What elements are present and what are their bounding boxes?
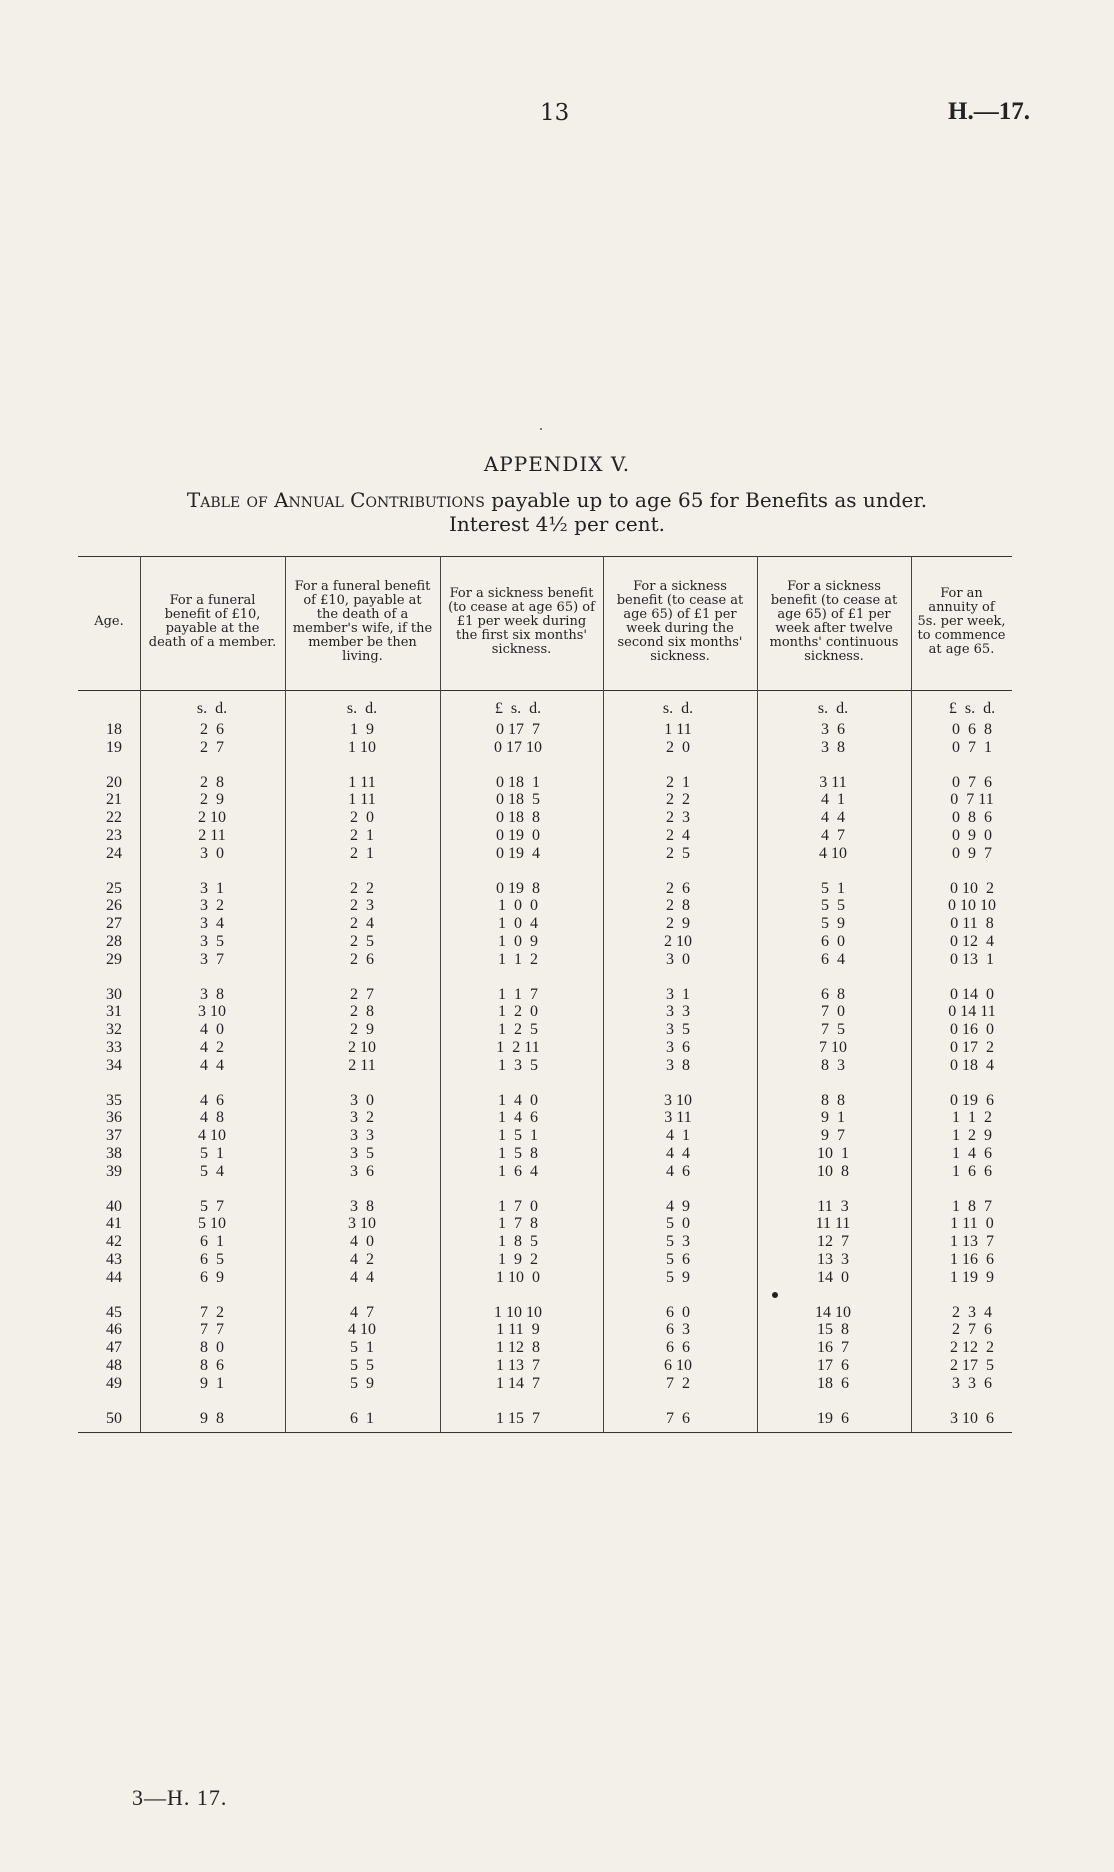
value-cell: 6 3 xyxy=(666,1321,690,1339)
value-cell: 10 1 xyxy=(817,1145,849,1162)
column-unit: s. d. xyxy=(196,700,228,717)
age-cell: 37 xyxy=(106,1127,122,1145)
table-top-rule xyxy=(78,556,1012,557)
value-cell: 6 1 xyxy=(200,1233,224,1251)
value-cell: 11 3 xyxy=(817,1197,849,1215)
value-cell: 3 5 xyxy=(350,1145,374,1162)
value-cell: 2 2 xyxy=(666,791,690,809)
value-cell: 1 11 xyxy=(348,773,376,791)
value-cell: 7 5 xyxy=(821,1021,845,1039)
value-cell: 0 17 7 xyxy=(496,721,540,738)
value-cell: 3 3 6 xyxy=(952,1374,992,1392)
column-divider xyxy=(757,556,758,1432)
value-cell: 4 10 xyxy=(348,1321,376,1339)
age-cell: 32 xyxy=(106,1021,122,1039)
value-cell: 1 12 8 xyxy=(496,1339,540,1357)
stray-mark xyxy=(540,428,542,430)
value-cell: 1 11 xyxy=(348,791,376,809)
age-cell: 23 xyxy=(106,827,122,844)
column-divider xyxy=(440,556,441,1432)
age-cell: 27 xyxy=(106,915,122,933)
value-cell: 0 7 11 xyxy=(950,791,994,809)
age-cell: 26 xyxy=(106,897,122,915)
value-cell: 2 8 xyxy=(350,1003,374,1021)
age-cell: 47 xyxy=(106,1339,122,1357)
value-cell: 0 10 2 xyxy=(950,879,994,897)
value-cell: 10 8 xyxy=(817,1162,849,1180)
value-cell: 1 0 9 xyxy=(498,933,538,950)
age-cell: 25 xyxy=(106,879,122,897)
age-cell: 33 xyxy=(106,1039,122,1056)
value-cell: 2 6 xyxy=(666,879,690,897)
value-cell: 0 9 0 xyxy=(952,827,992,844)
value-cell: 0 7 1 xyxy=(952,738,992,756)
age-cell: 38 xyxy=(106,1145,122,1162)
value-cell: 1 2 5 xyxy=(498,1021,538,1039)
value-cell: 2 7 xyxy=(350,985,374,1003)
value-cell: 3 5 xyxy=(666,1021,690,1039)
value-cell: 1 4 6 xyxy=(498,1109,538,1127)
value-cell: 3 8 xyxy=(821,738,845,756)
age-cell: 28 xyxy=(106,933,122,950)
value-cell: 6 4 xyxy=(821,950,845,968)
value-cell: 1 14 7 xyxy=(496,1374,540,1392)
value-cell: 3 5 xyxy=(200,933,224,950)
value-cell: 4 9 xyxy=(666,1197,690,1215)
value-cell: 2 9 xyxy=(350,1021,374,1039)
value-cell: 8 0 xyxy=(200,1339,224,1357)
value-cell: 0 9 7 xyxy=(952,844,992,862)
value-cell: 3 3 xyxy=(666,1003,690,1021)
value-cell: 2 12 2 xyxy=(950,1339,994,1357)
value-cell: 1 10 xyxy=(348,738,376,756)
value-cell: 0 14 11 xyxy=(948,1003,996,1021)
value-cell: 0 19 8 xyxy=(496,879,540,897)
bullet-mark xyxy=(772,1292,778,1298)
age-cell: 24 xyxy=(106,844,122,862)
value-cell: 0 8 6 xyxy=(952,809,992,827)
value-cell: 4 2 xyxy=(200,1039,224,1056)
value-cell: 8 3 xyxy=(821,1056,845,1074)
column-divider xyxy=(603,556,604,1432)
age-cell: 50 xyxy=(106,1409,122,1427)
value-cell: 3 7 xyxy=(200,950,224,968)
value-cell: 5 9 xyxy=(350,1374,374,1392)
value-cell: 2 7 6 xyxy=(952,1321,992,1339)
value-cell: 5 4 xyxy=(200,1162,224,1180)
value-cell: 1 11 0 xyxy=(950,1215,994,1233)
value-cell: 2 5 xyxy=(350,933,374,950)
value-cell: 2 6 xyxy=(200,721,224,738)
value-cell: 3 6 xyxy=(350,1162,374,1180)
value-cell: 2 9 xyxy=(200,791,224,809)
age-cell: 49 xyxy=(106,1374,122,1392)
value-cell: 2 10 xyxy=(198,809,226,827)
value-cell: 6 1 xyxy=(350,1409,374,1427)
age-cell: 22 xyxy=(106,809,122,827)
column-header: For a sickness benefit (to cease at age 65) of £1 per week during the second six months' sickness. xyxy=(616,579,744,664)
value-cell: 2 7 xyxy=(200,738,224,756)
value-cell: 6 5 xyxy=(200,1251,224,1268)
value-cell: 3 10 xyxy=(664,1091,692,1109)
value-cell: 4 7 xyxy=(821,827,845,844)
value-cell: 2 11 xyxy=(198,827,226,844)
column-header: For a funeral benefit of £10, payable at the death of a member's wife, if the member be then living. xyxy=(292,579,433,664)
value-cell: 2 3 xyxy=(666,809,690,827)
value-cell: 0 6 8 xyxy=(952,721,992,738)
value-cell: 2 9 xyxy=(666,915,690,933)
table-title-interest: Interest 4½ per cent. xyxy=(448,512,666,536)
value-cell: 3 6 xyxy=(666,1039,690,1056)
value-cell: 9 1 xyxy=(821,1109,845,1127)
value-cell: 5 9 xyxy=(666,1268,690,1286)
value-cell: 13 3 xyxy=(817,1251,849,1268)
value-cell: 2 3 xyxy=(350,897,374,915)
table-title-rest: payable up to age 65 for Benefits as under. xyxy=(484,488,928,512)
value-cell: 4 0 xyxy=(200,1021,224,1039)
value-cell: 4 1 xyxy=(666,1127,690,1145)
value-cell: 4 10 xyxy=(198,1127,226,1145)
value-cell: 5 9 xyxy=(821,915,845,933)
value-cell: 17 6 xyxy=(817,1357,849,1374)
value-cell: 11 11 xyxy=(815,1215,851,1233)
column-header: For a funeral benefit of £10, payable at the death of a member. xyxy=(148,593,277,650)
value-cell: 3 0 xyxy=(200,844,224,862)
age-cell: 31 xyxy=(106,1003,122,1021)
value-cell: 1 4 6 xyxy=(952,1145,992,1162)
value-cell: 1 15 7 xyxy=(496,1409,540,1427)
value-cell: 0 18 8 xyxy=(496,809,540,827)
age-cell: 45 xyxy=(106,1303,122,1321)
value-cell: 3 0 xyxy=(666,950,690,968)
column-header: For an annuity of 5s. per week, to commence at age 65. xyxy=(917,586,1006,657)
value-cell: 3 8 xyxy=(200,985,224,1003)
value-cell: 4 4 xyxy=(821,809,845,827)
column-unit: s. d. xyxy=(817,700,849,717)
value-cell: 4 4 xyxy=(200,1056,224,1074)
value-cell: 2 11 xyxy=(348,1056,376,1074)
age-cell: 30 xyxy=(106,985,122,1003)
column-header: Age. xyxy=(94,614,124,629)
value-cell: 5 1 xyxy=(350,1339,374,1357)
value-cell: 1 13 7 xyxy=(496,1357,540,1374)
value-cell: 5 5 xyxy=(821,897,845,915)
value-cell: 6 10 xyxy=(664,1357,692,1374)
age-cell: 42 xyxy=(106,1233,122,1251)
column-unit: £ s. d. xyxy=(494,700,542,717)
value-cell: 5 6 xyxy=(666,1251,690,1268)
value-cell: 5 3 xyxy=(666,1233,690,1251)
value-cell: 3 10 xyxy=(348,1215,376,1233)
value-cell: 2 0 xyxy=(350,809,374,827)
age-cell: 19 xyxy=(106,738,122,756)
value-cell: 4 4 xyxy=(666,1145,690,1162)
age-cell: 20 xyxy=(106,773,122,791)
column-unit: £ s. d. xyxy=(948,700,996,717)
value-cell: 14 10 xyxy=(815,1303,851,1321)
table-bottom-rule xyxy=(78,1432,1012,1433)
value-cell: 1 19 9 xyxy=(950,1268,994,1286)
age-cell: 41 xyxy=(106,1215,122,1233)
value-cell: 3 4 xyxy=(200,915,224,933)
age-cell: 36 xyxy=(106,1109,122,1127)
value-cell: 6 9 xyxy=(200,1268,224,1286)
value-cell: 2 10 xyxy=(348,1039,376,1056)
value-cell: 0 17 2 xyxy=(950,1039,994,1056)
column-divider xyxy=(285,556,286,1432)
age-cell: 44 xyxy=(106,1268,122,1286)
table-title-smallcaps: Table of Annual Contributions xyxy=(186,488,485,512)
appendix-title: APPENDIX V. xyxy=(483,452,631,476)
value-cell: 9 1 xyxy=(200,1374,224,1392)
age-cell: 35 xyxy=(106,1091,122,1109)
value-cell: 1 1 2 xyxy=(952,1109,992,1127)
value-cell: 1 7 8 xyxy=(498,1215,538,1233)
document-reference: H.—17. xyxy=(948,98,1030,125)
value-cell: 0 10 10 xyxy=(948,897,996,915)
value-cell: 2 4 xyxy=(350,915,374,933)
value-cell: 1 8 5 xyxy=(498,1233,538,1251)
value-cell: 3 8 xyxy=(350,1197,374,1215)
value-cell: 3 10 6 xyxy=(950,1409,994,1427)
age-cell: 48 xyxy=(106,1357,122,1374)
value-cell: 1 0 4 xyxy=(498,915,538,933)
value-cell: 2 1 xyxy=(350,827,374,844)
value-cell: 0 18 4 xyxy=(950,1056,994,1074)
value-cell: 0 17 10 xyxy=(494,738,542,756)
value-cell: 0 14 0 xyxy=(950,985,994,1003)
age-cell: 21 xyxy=(106,791,122,809)
value-cell: 7 6 xyxy=(666,1409,690,1427)
value-cell: 2 17 5 xyxy=(950,1357,994,1374)
value-cell: 0 19 4 xyxy=(496,844,540,862)
value-cell: 1 9 2 xyxy=(498,1251,538,1268)
value-cell: 2 1 xyxy=(350,844,374,862)
value-cell: 4 6 xyxy=(666,1162,690,1180)
value-cell: 5 10 xyxy=(198,1215,226,1233)
value-cell: 2 10 xyxy=(664,933,692,950)
value-cell: 0 11 8 xyxy=(950,915,994,933)
value-cell: 1 7 0 xyxy=(498,1197,538,1215)
table-title xyxy=(0,488,1114,536)
value-cell: 3 2 xyxy=(200,897,224,915)
value-cell: 0 18 5 xyxy=(496,791,540,809)
value-cell: 2 6 xyxy=(350,950,374,968)
value-cell: 4 10 xyxy=(819,844,847,862)
value-cell: 2 0 xyxy=(666,738,690,756)
value-cell: 8 6 xyxy=(200,1357,224,1374)
value-cell: 0 13 1 xyxy=(950,950,994,968)
value-cell: 3 6 xyxy=(821,721,845,738)
value-cell: 3 1 xyxy=(200,879,224,897)
value-cell: 5 5 xyxy=(350,1357,374,1374)
value-cell: 1 5 1 xyxy=(498,1127,538,1145)
column-header: For a sickness benefit (to cease at age 65) of £1 per week after twelve months' continuous sickness. xyxy=(769,579,899,664)
column-header: For a sickness benefit (to cease at age 65) of £1 per week during the first six months' sickness. xyxy=(448,586,595,657)
value-cell: 4 1 xyxy=(821,791,845,809)
value-cell: 0 12 4 xyxy=(950,933,994,950)
column-unit: s. d. xyxy=(662,700,694,717)
value-cell: 3 8 xyxy=(666,1056,690,1074)
value-cell: 1 6 4 xyxy=(498,1162,538,1180)
value-cell: 1 13 7 xyxy=(950,1233,994,1251)
value-cell: 7 10 xyxy=(819,1039,847,1056)
age-cell: 39 xyxy=(106,1162,122,1180)
value-cell: 3 2 xyxy=(350,1109,374,1127)
value-cell: 4 2 xyxy=(350,1251,374,1268)
value-cell: 1 4 0 xyxy=(498,1091,538,1109)
value-cell: 7 7 xyxy=(200,1321,224,1339)
value-cell: 3 1 xyxy=(666,985,690,1003)
value-cell: 1 11 xyxy=(664,721,692,738)
value-cell: 0 16 0 xyxy=(950,1021,994,1039)
value-cell: 3 3 xyxy=(350,1127,374,1145)
column-divider xyxy=(911,556,912,1432)
value-cell: 19 6 xyxy=(817,1409,849,1427)
value-cell: 7 2 xyxy=(666,1374,690,1392)
value-cell: 18 6 xyxy=(817,1374,849,1392)
age-cell: 29 xyxy=(106,950,122,968)
value-cell: 1 9 xyxy=(350,721,374,738)
value-cell: 14 0 xyxy=(817,1268,849,1286)
value-cell: 1 2 11 xyxy=(496,1039,540,1056)
value-cell: 0 18 1 xyxy=(496,773,540,791)
page-number: 13 xyxy=(540,100,570,126)
value-cell: 5 1 xyxy=(200,1145,224,1162)
value-cell: 2 4 xyxy=(666,827,690,844)
value-cell: 1 5 8 xyxy=(498,1145,538,1162)
value-cell: 8 8 xyxy=(821,1091,845,1109)
value-cell: 6 0 xyxy=(821,933,845,950)
value-cell: 2 8 xyxy=(200,773,224,791)
age-cell: 18 xyxy=(106,721,122,738)
value-cell: 1 1 7 xyxy=(498,985,538,1003)
value-cell: 12 7 xyxy=(817,1233,849,1251)
value-cell: 1 10 10 xyxy=(494,1303,542,1321)
value-cell: 2 8 xyxy=(666,897,690,915)
value-cell: 9 7 xyxy=(821,1127,845,1145)
value-cell: 1 8 7 xyxy=(952,1197,992,1215)
value-cell: 4 6 xyxy=(200,1091,224,1109)
value-cell: 6 8 xyxy=(821,985,845,1003)
value-cell: 4 7 xyxy=(350,1303,374,1321)
age-cell: 34 xyxy=(106,1056,122,1074)
table-header-rule xyxy=(78,690,1012,691)
value-cell: 5 7 xyxy=(200,1197,224,1215)
column-unit: s. d. xyxy=(346,700,378,717)
value-cell: 5 1 xyxy=(821,879,845,897)
value-cell: 3 0 xyxy=(350,1091,374,1109)
age-cell: 43 xyxy=(106,1251,122,1268)
value-cell: 2 3 4 xyxy=(952,1303,992,1321)
value-cell: 0 19 6 xyxy=(950,1091,994,1109)
value-cell: 1 2 9 xyxy=(952,1127,992,1145)
footer-reference: 3—H. 17. xyxy=(132,1785,228,1810)
value-cell: 1 10 0 xyxy=(496,1268,540,1286)
value-cell: 15 8 xyxy=(817,1321,849,1339)
value-cell: 5 0 xyxy=(666,1215,690,1233)
value-cell: 1 11 9 xyxy=(496,1321,540,1339)
value-cell: 9 8 xyxy=(200,1409,224,1427)
column-divider xyxy=(140,556,141,1432)
value-cell: 4 0 xyxy=(350,1233,374,1251)
value-cell: 2 5 xyxy=(666,844,690,862)
value-cell: 1 3 5 xyxy=(498,1056,538,1074)
value-cell: 1 16 6 xyxy=(950,1251,994,1268)
age-cell: 46 xyxy=(106,1321,122,1339)
value-cell: 3 10 xyxy=(198,1003,226,1021)
value-cell: 2 2 xyxy=(350,879,374,897)
value-cell: 1 2 0 xyxy=(498,1003,538,1021)
value-cell: 3 11 xyxy=(664,1109,692,1127)
value-cell: 0 7 6 xyxy=(952,773,992,791)
value-cell: 1 0 0 xyxy=(498,897,538,915)
value-cell: 16 7 xyxy=(817,1339,849,1357)
value-cell: 3 11 xyxy=(819,773,847,791)
value-cell: 1 6 6 xyxy=(952,1162,992,1180)
value-cell: 6 0 xyxy=(666,1303,690,1321)
value-cell: 2 1 xyxy=(666,773,690,791)
value-cell: 4 8 xyxy=(200,1109,224,1127)
value-cell: 1 1 2 xyxy=(498,950,538,968)
value-cell: 7 0 xyxy=(821,1003,845,1021)
value-cell: 6 6 xyxy=(666,1339,690,1357)
value-cell: 7 2 xyxy=(200,1303,224,1321)
age-cell: 40 xyxy=(106,1197,122,1215)
value-cell: 4 4 xyxy=(350,1268,374,1286)
value-cell: 0 19 0 xyxy=(496,827,540,844)
